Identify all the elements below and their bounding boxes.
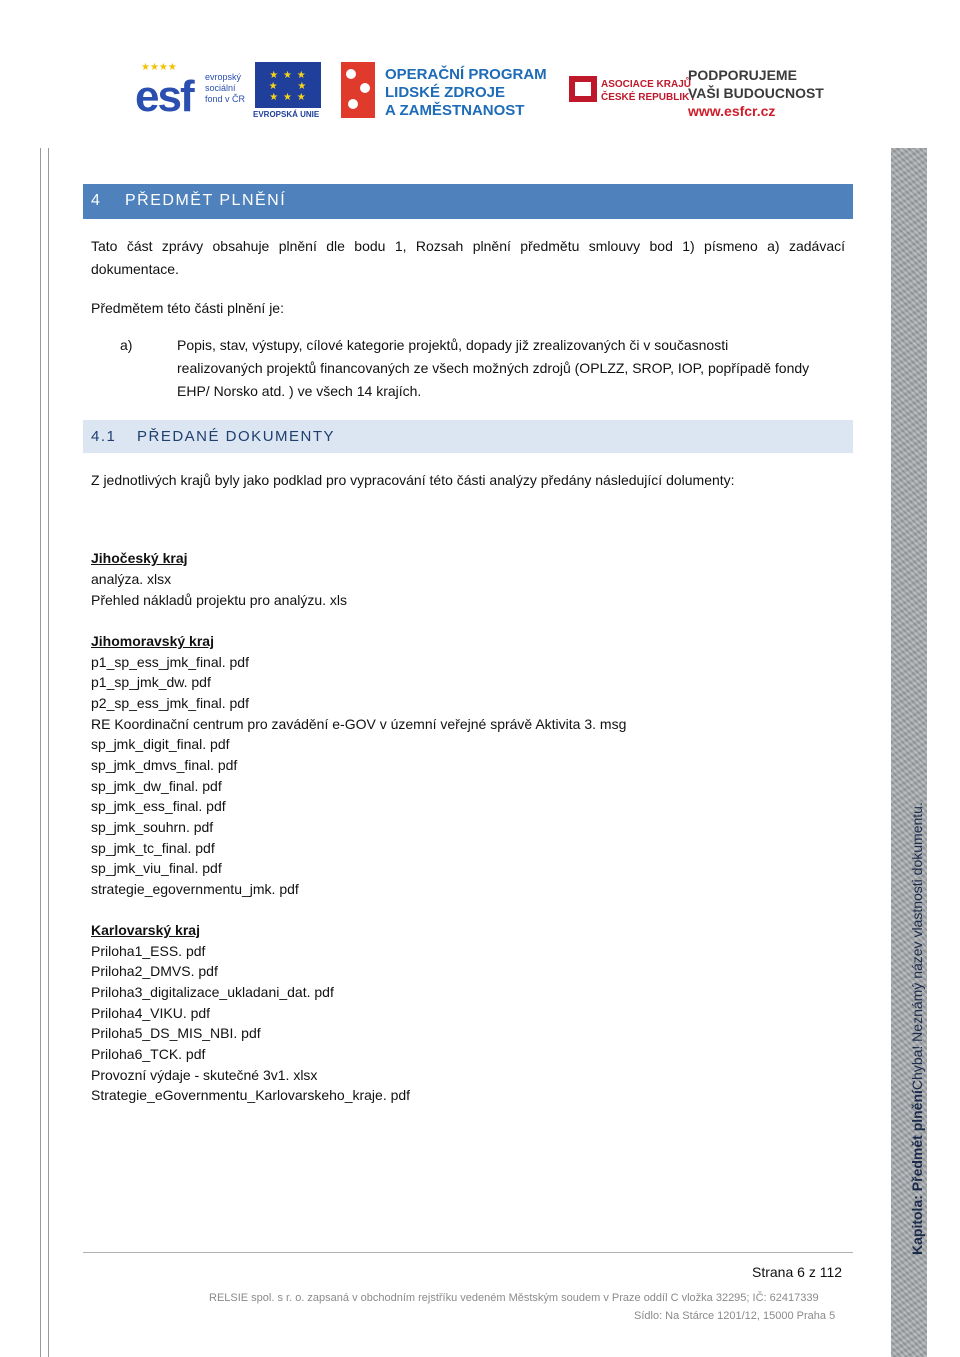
akcr-logo-text: ASOCIACE KRAJŮ ČESKÉ REPUBLIKY	[601, 79, 697, 103]
list-item-line-2: realizovaných projektů financovaných ze všech možných zdrojů (OPLZZ, SROP, IOP, popřípadě fondy	[177, 360, 810, 376]
support-logo: PODPORUJEME VAŠI BUDOUCNOST www.esfcr.cz	[688, 67, 824, 119]
esf-url: www.esfcr.cz	[688, 103, 776, 119]
file-item: Priloha4_VIKU. pdf	[91, 1005, 211, 1021]
file-item: Přehled nákladů projektu pro analýzu. xls	[91, 592, 348, 608]
region-heading-jihomoravsky: Jihomoravský kraj	[91, 633, 214, 649]
header-logos	[135, 58, 835, 128]
file-item: strategie_egovernmentu_jmk. pdf	[91, 881, 299, 897]
file-item: Priloha5_DS_MIS_NBI. pdf	[91, 1025, 261, 1041]
file-item: sp_jmk_viu_final. pdf	[91, 860, 222, 876]
file-item: sp_jmk_dw_final. pdf	[91, 778, 222, 794]
section-title: PŘEDMĚT PLNĚNÍ	[125, 192, 287, 209]
file-item: sp_jmk_souhrn. pdf	[91, 819, 214, 835]
subsection-intro: Z jednotlivých krajů byly jako podklad pro vypracování této části analýzy předány následující dolumenty:	[91, 472, 735, 488]
subject-intro: Předmětem této části plnění je:	[91, 300, 284, 316]
file-item: Provozní výdaje - skutečné 3v1. xlsx	[91, 1067, 318, 1083]
margin-line-left-inner	[48, 148, 49, 1357]
subsection-number: 4.1	[91, 428, 117, 445]
file-item: sp_jmk_tc_final. pdf	[91, 840, 215, 856]
file-item: p1_sp_ess_jmk_final. pdf	[91, 654, 249, 670]
side-strip-label: Kapitola: Předmět plněníChyba! Neznámý název vlastnosti dokumentu.	[909, 802, 925, 1255]
esf-stars-icon: ★★★★	[141, 62, 177, 73]
file-item: RE Koordinační centrum pro zavádění e-GOV v územní veřejné správě Aktivita 3. msg	[91, 716, 627, 732]
footer-company: RELSIE spol. s r. o. zapsaná v obchodním rejstříku vedeném Městským soudem v Praze oddíl C vložka 32295; IČ: 62417339	[209, 1292, 819, 1304]
subsection-heading	[83, 420, 853, 453]
file-item: analýza. xlsx	[91, 571, 172, 587]
list-item-line-3: EHP/ Norsko atd. ) ve všech 14 krajích.	[177, 383, 422, 399]
subsection-title: PŘEDANÉ DOKUMENTY	[137, 428, 336, 445]
margin-line-left	[40, 148, 41, 1357]
list-item-line-1: Popis, stav, výstupy, cílové kategorie projektů, dopady již zrealizovaných či v současnosti	[177, 337, 729, 353]
footer-divider	[83, 1252, 853, 1253]
file-item: Priloha6_TCK. pdf	[91, 1046, 206, 1062]
file-item: Priloha2_DMVS. pdf	[91, 963, 218, 979]
list-marker: a)	[120, 337, 133, 353]
section-heading	[83, 184, 853, 219]
esf-caption: evropský sociální fond v ČR	[205, 72, 246, 104]
esf-logo	[135, 62, 247, 120]
file-item: sp_jmk_dmvs_final. pdf	[91, 757, 238, 773]
eu-label: EVROPSKÁ UNIE	[253, 110, 320, 119]
footer-address: Sídlo: Na Stárce 1201/12, 15000 Praha 5	[634, 1310, 836, 1322]
file-item: Priloha1_ESS. pdf	[91, 943, 206, 959]
page-number: Strana 6 z 112	[752, 1264, 843, 1280]
section-number: 4	[91, 192, 102, 209]
oplzz-logo-icon	[341, 62, 375, 118]
region-heading-jihocesky: Jihočeský kraj	[91, 550, 188, 566]
file-item: Priloha3_digitalizace_ukladani_dat. pdf	[91, 984, 334, 1000]
section-intro: Tato část zprávy obsahuje plnění dle bodu 1, Rozsah plnění předmětu smlouvy bod 1) písmeno a) zadávací dokumentace.	[91, 238, 845, 277]
file-item: p2_sp_ess_jmk_final. pdf	[91, 695, 249, 711]
region-heading-karlovarsky: Karlovarský kraj	[91, 922, 200, 938]
oplzz-logo-text: OPERAČNÍ PROGRAM LIDSKÉ ZDROJE A ZAMĚSTNANOST	[385, 66, 547, 119]
file-item: sp_jmk_ess_final. pdf	[91, 798, 226, 814]
file-item: sp_jmk_digit_final. pdf	[91, 736, 230, 752]
file-item: p1_sp_jmk_dw. pdf	[91, 674, 211, 690]
esf-letters: esf	[135, 72, 193, 121]
eu-flag-icon: ★ ★ ★ ★ ★ ★ ★ ★	[255, 62, 321, 108]
file-item: Strategie_eGovernmentu_Karlovarskeho_kraje. pdf	[91, 1087, 411, 1103]
